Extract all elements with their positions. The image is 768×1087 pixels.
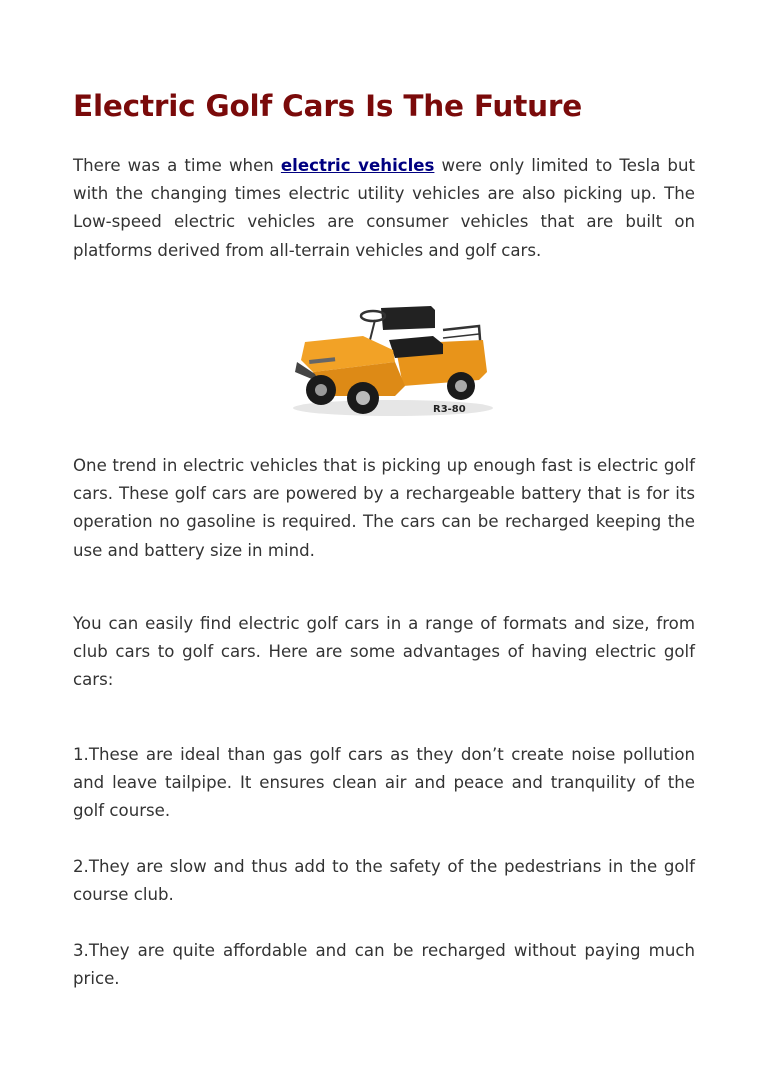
model-label: R3-80 [433,404,466,415]
intro-text-before-link: There was a time when [73,156,281,175]
intro-text-after-link: were only limited to Tesla but with the changing times electric utility vehicles are also picking up. The Low-speed electric vehicles are consumer vehicles that are built on platforms derived from all-terrain vehicles and golf cars. [73,156,695,260]
paragraph-formats: You can easily find electric golf cars in a range of formats and size, from club cars to golf cars. Here are some advantages of having electric golf cars: [73,614,695,690]
advantage-item-3: 3.They are quite affordable and can be recharged without paying much price. [73,941,695,989]
advantage-item-1: 1.These are ideal than gas golf cars as they don’t create noise pollution and leave tailpipe. It ensures clean air and peace and tranquility of the golf course. [73,745,695,821]
document-title: Electric Golf Cars Is The Future [73,89,583,123]
intro-paragraph [73,152,695,265]
electric-vehicles-link[interactable]: electric vehicles [280,156,435,175]
golf-cart-photo-icon [283,300,498,422]
advantage-item-2: 2.They are slow and thus add to the safety of the pedestrians in the golf course club. [73,857,695,905]
golf-cart-image [283,300,498,422]
paragraph-trend: One trend in electric vehicles that is picking up enough fast is electric golf cars. These golf cars are powered by a rechargeable battery that is for its operation no gasoline is required. The cars can be recharged keeping the use and battery size in mind. [73,456,695,560]
